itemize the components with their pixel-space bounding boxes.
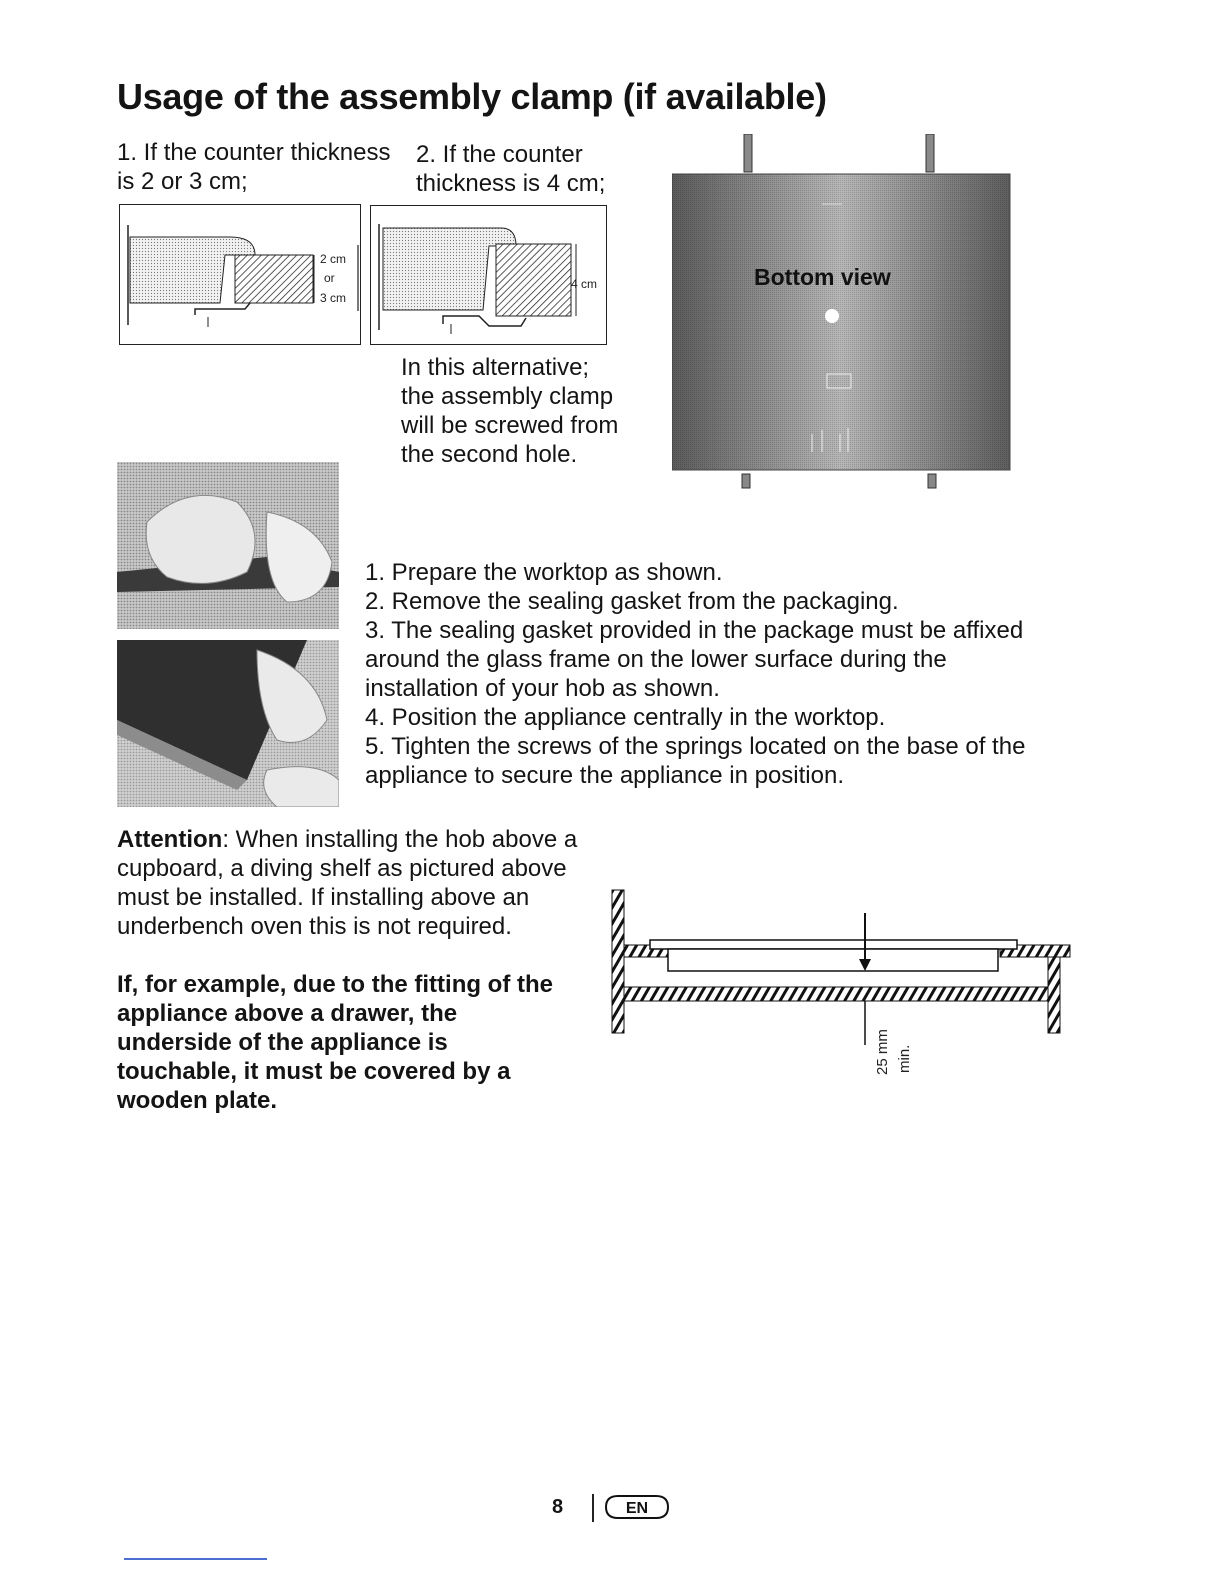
distance-label-min: min. xyxy=(896,1044,913,1073)
label-3cm: 3 cm xyxy=(320,291,347,305)
gasket-photo-frame xyxy=(117,640,339,807)
caption-case-1: 1. If the counter thickness is 2 or 3 cm; xyxy=(117,139,391,195)
caption-case-2: 2. If the counter thickness is 4 cm; xyxy=(416,141,606,197)
step-item: 4. Position the appliance centrally in the worktop. xyxy=(365,704,886,731)
clamp-diagram-2-3cm xyxy=(119,204,361,345)
alternative-note: In this alternative; the assembly clamp will be screwed from the second hole. xyxy=(401,354,619,468)
gasket-photo-hands xyxy=(117,462,339,629)
step-item: 5. Tighten the screws of the springs located on the base of the appliance to secure the appliance in position. xyxy=(365,733,1026,789)
step-item: 1. Prepare the worktop as shown. xyxy=(365,559,723,586)
attention-label: Attention xyxy=(117,826,223,853)
hob-bottom-view-image xyxy=(672,134,1012,498)
label-or: or xyxy=(324,271,335,285)
label-4cm: 4 cm xyxy=(571,277,598,291)
warning-note: If, for example, due to the fitting of the appliance above a drawer, the underside of the appliance is touchable, it must be covered by a wooden plate. xyxy=(117,971,553,1114)
footer-divider xyxy=(592,1494,594,1522)
step-item: 2. Remove the sealing gasket from the packaging. xyxy=(365,588,899,615)
decorative-line xyxy=(124,1558,267,1560)
label-2cm: 2 cm xyxy=(320,252,347,266)
language-badge xyxy=(604,1494,670,1520)
page-title: Usage of the assembly clamp (if available) xyxy=(117,76,827,117)
cabinet-shelf-diagram xyxy=(605,885,1080,1085)
step-item: 3. The sealing gasket provided in the package must be affixed around the glass frame on the lower surface during the installation of your hob as shown. xyxy=(365,617,1024,702)
language-code: EN xyxy=(625,1500,649,1517)
clamp-diagram-4cm xyxy=(370,205,607,345)
bottom-view-label: Bottom view xyxy=(754,264,891,290)
attention-note xyxy=(117,825,587,941)
page-number: 8 xyxy=(552,1496,564,1518)
attention-text: : When installing the hob above a cupboard, a diving shelf as pictured above must be installed. If installing above an underbench oven this is not required. xyxy=(117,826,578,940)
installation-steps xyxy=(365,558,1065,790)
distance-label-25mm: 25 mm xyxy=(874,1029,891,1075)
